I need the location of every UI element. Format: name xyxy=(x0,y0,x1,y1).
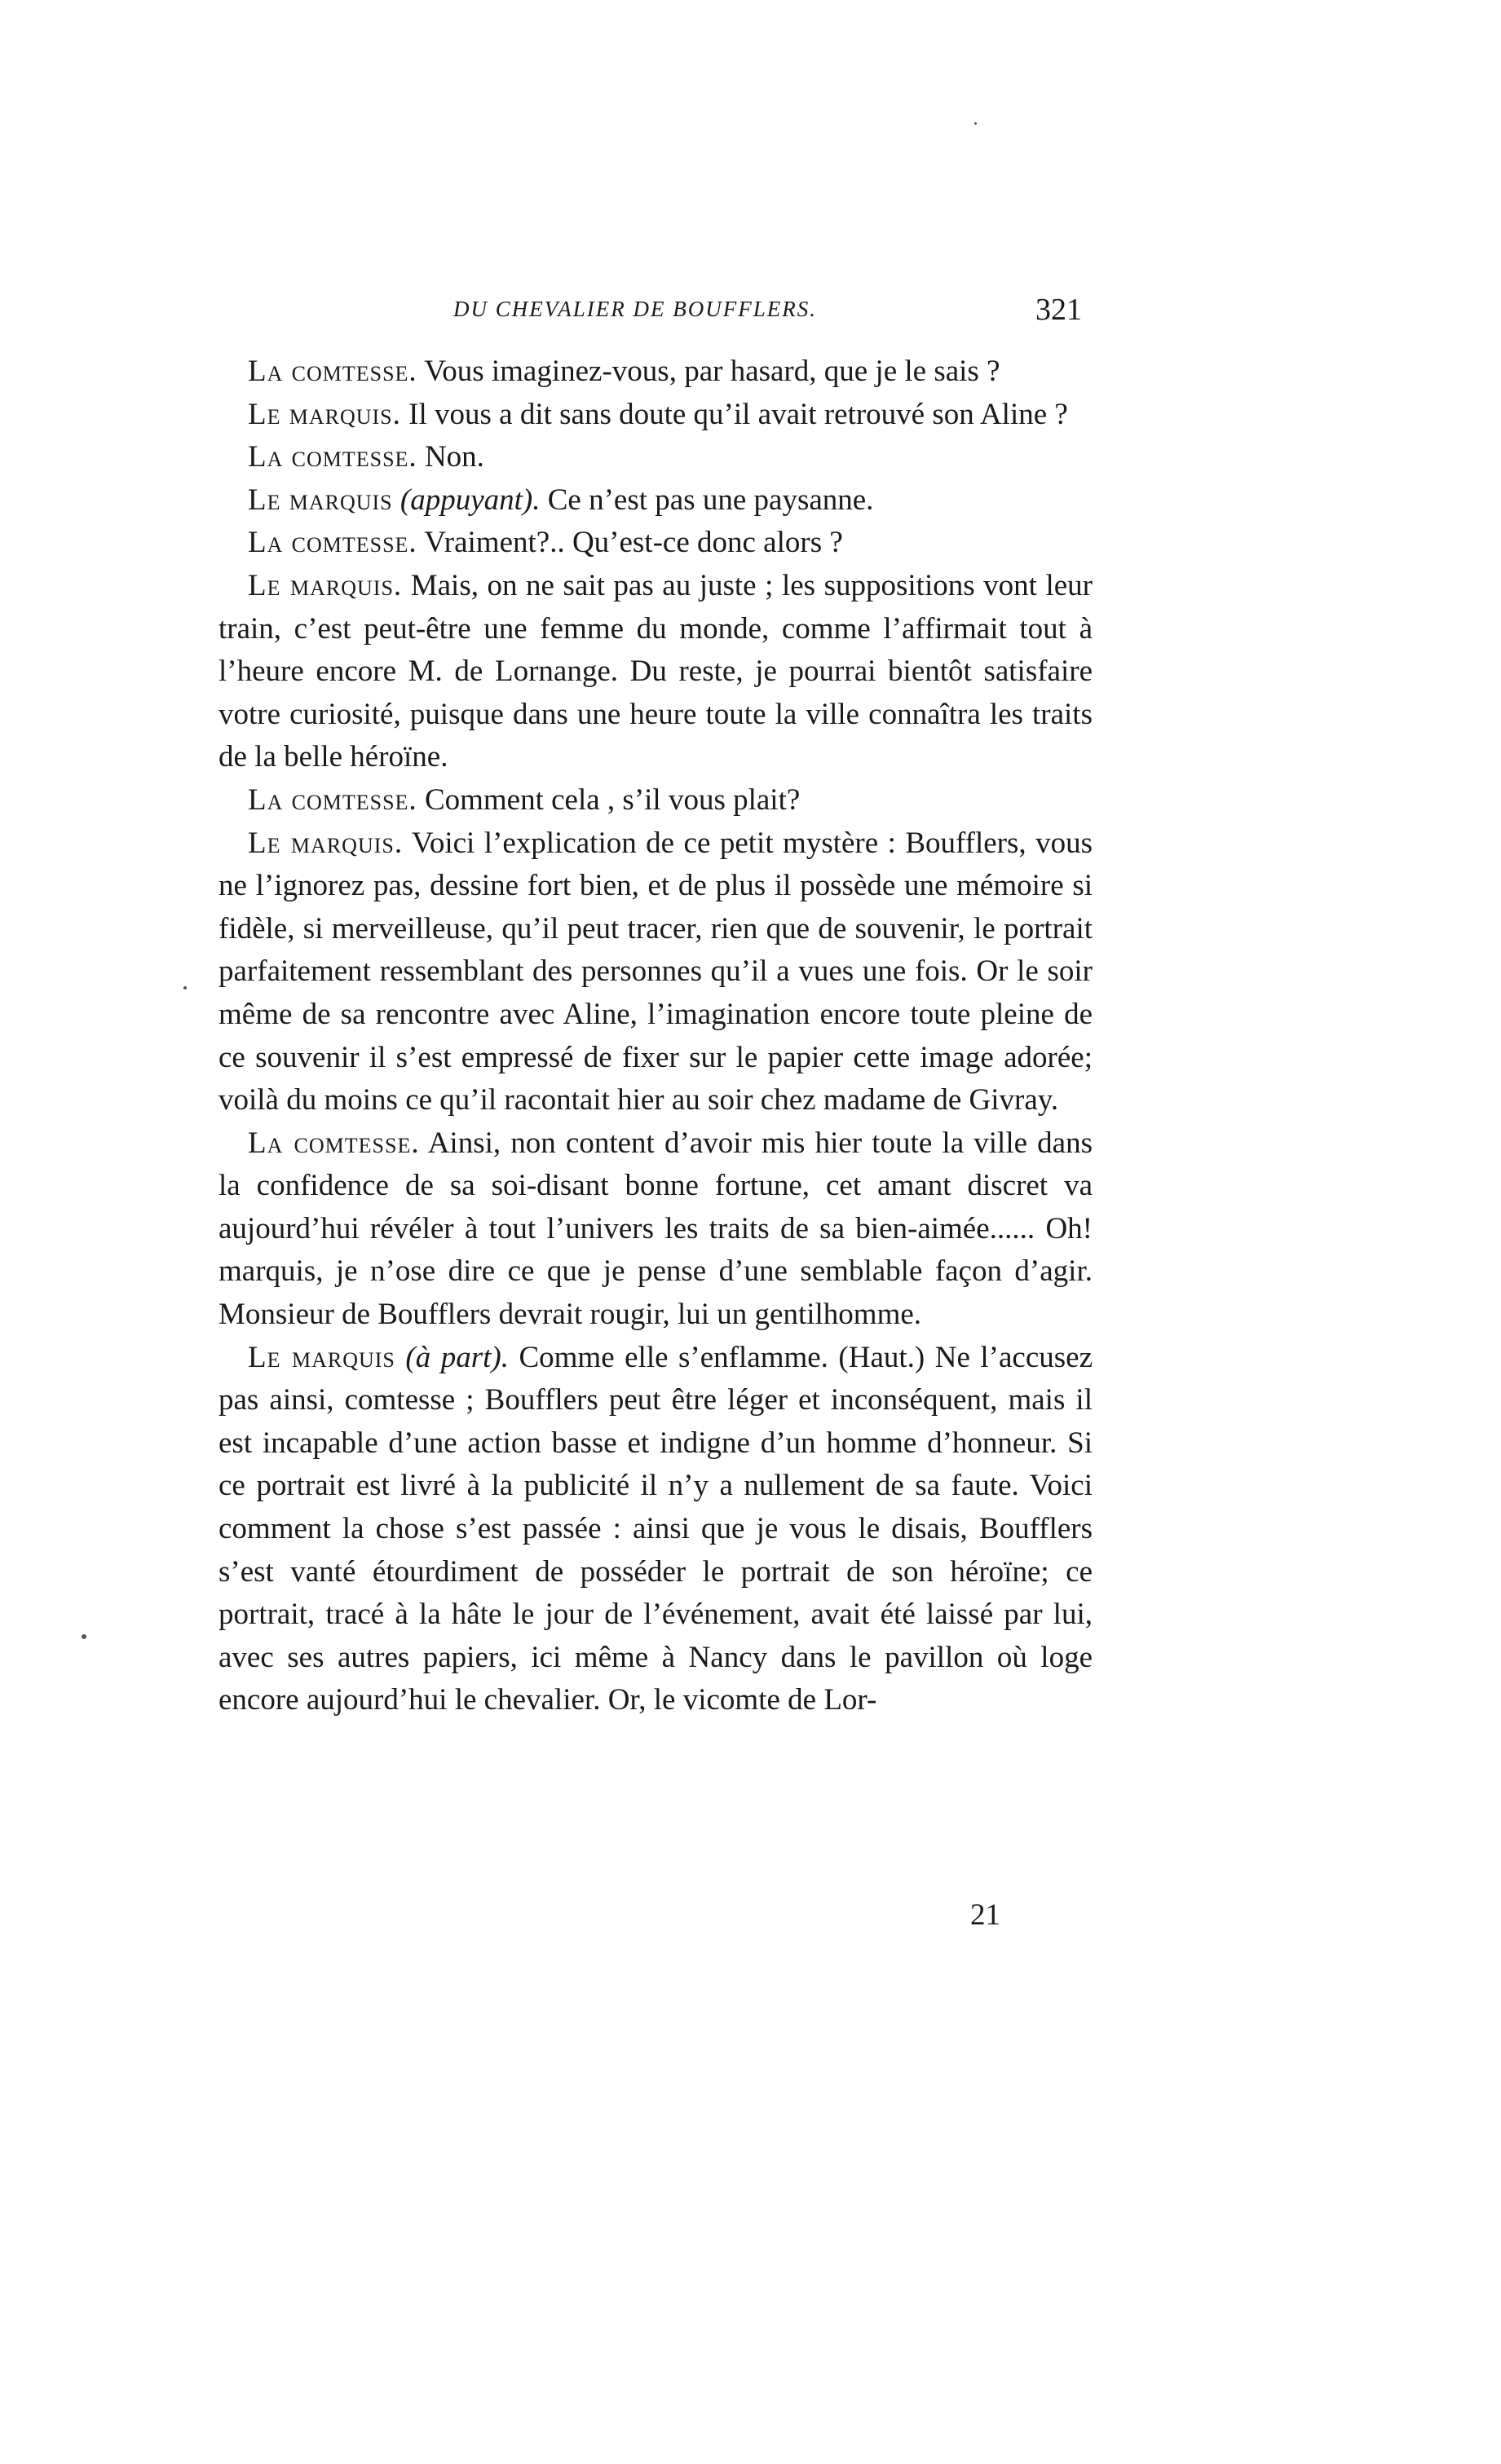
signature-mark: 21 xyxy=(970,1898,1000,1932)
paragraph xyxy=(219,479,1093,522)
dialogue-text: Ainsi, non content d’avoir mis hier toute la ville dans la confidence de sa soi-disant bonne fortune, cet amant discret va aujourd’hui révéler à tout l’univers les traits de sa bien-aimée...... Oh! marquis, je n’ose dire ce que je pense d’une semblable façon d’agir. Monsieur de Boufflers devrait rougir, lui un gentilhomme. xyxy=(219,1126,1093,1332)
speaker-name: Le marquis. xyxy=(248,568,403,602)
speaker-name: Le marquis xyxy=(248,483,393,517)
dialogue-text: Comment cela , s’il vous plait? xyxy=(417,782,801,817)
running-title: DU CHEVALIER DE BOUFFLERS. xyxy=(453,297,817,321)
dialogue-text: Vraiment?.. Qu’est-ce donc alors ? xyxy=(417,526,843,560)
paragraph xyxy=(219,436,1093,479)
dialogue-text: Non. xyxy=(417,440,484,474)
paragraph xyxy=(219,394,1093,437)
dialogue-text: Ce n’est pas une paysanne. xyxy=(540,483,874,517)
dialogue-text: Vous imaginez-vous, par hasard, que je le sais ? xyxy=(417,355,1000,388)
dialogue-text: Mais, on ne sait pas au juste ; les suppositions vont leur train, c’est peut-être une femme du monde, comme l’affirmait tout à l’heure encore M. de Lornange. Du reste, je pourrai bientôt satisfaire votre curiosité, puisque dans une heure toute la ville connaîtra les traits de la belle héroïne. xyxy=(219,568,1093,774)
print-speck xyxy=(183,986,187,990)
page-number: 321 xyxy=(1035,293,1082,327)
speaker-name: La comtesse. xyxy=(248,440,417,474)
speaker-name: La comtesse. xyxy=(248,355,417,388)
speaker-name: La comtesse. xyxy=(248,782,417,817)
dialogue-text: Comme elle s’enflamme. (Haut.) Ne l’accusez pas ainsi, comtesse ; Boufflers peut être léger et inconséquent, mais il est incapable d’une action basse et indigne d’un homme d’honneur. Si ce portrait est livré à la publicité il n’y a nullement de sa faute. Voici comment la chose s’est passée : ainsi que je vous le disais, Boufflers s’est vanté étourdiment de posséder le portrait de son héroïne; ce portrait, tracé à la hâte le jour de l’événement, avait été laissé par lui, avec ses autres papiers, ici même à Nancy dans le pavillon où loge encore aujourd’hui le chevalier. Or, le vicomte de Lor- xyxy=(219,1340,1093,1717)
speaker-name: Le marquis xyxy=(248,1340,395,1374)
paragraph xyxy=(219,522,1093,565)
print-speck xyxy=(974,122,977,125)
speaker-name: Le marquis. xyxy=(248,826,404,860)
stage-direction: (appuyant). xyxy=(392,483,541,517)
paragraph xyxy=(219,350,1093,394)
speaker-name: La comtesse. xyxy=(248,526,417,560)
paragraph xyxy=(219,822,1093,1122)
speaker-name: Le marquis. xyxy=(248,397,401,431)
paragraph xyxy=(219,1337,1093,1722)
text-body xyxy=(219,350,1093,1722)
paragraph xyxy=(219,779,1093,822)
dialogue-text: Il vous a dit sans doute qu’il avait retrouvé son Aline ? xyxy=(400,397,1068,431)
dialogue-text: Voici l’explication de ce petit mystère : Boufflers, vous ne l’ignorez pas, dessine fort bien, et de plus il possède une mémoire si fidèle, si merveilleuse, qu’il peut tracer, rien que de souvenir, le portrait parfaitement ressemblant des personnes qu’il a vues une fois. Or le soir même de sa rencontre avec Aline, l’imagination encore toute pleine de ce souvenir il s’est empressé de fixer sur le papier cette image adorée; voilà du moins ce qu’il racontait hier au soir chez madame de Givray. xyxy=(219,826,1093,1117)
paragraph xyxy=(219,565,1093,779)
paragraph xyxy=(219,1122,1093,1337)
print-speck xyxy=(82,1634,86,1639)
speaker-name: La comtesse. xyxy=(248,1126,420,1160)
stage-direction: (à part). xyxy=(395,1340,509,1374)
